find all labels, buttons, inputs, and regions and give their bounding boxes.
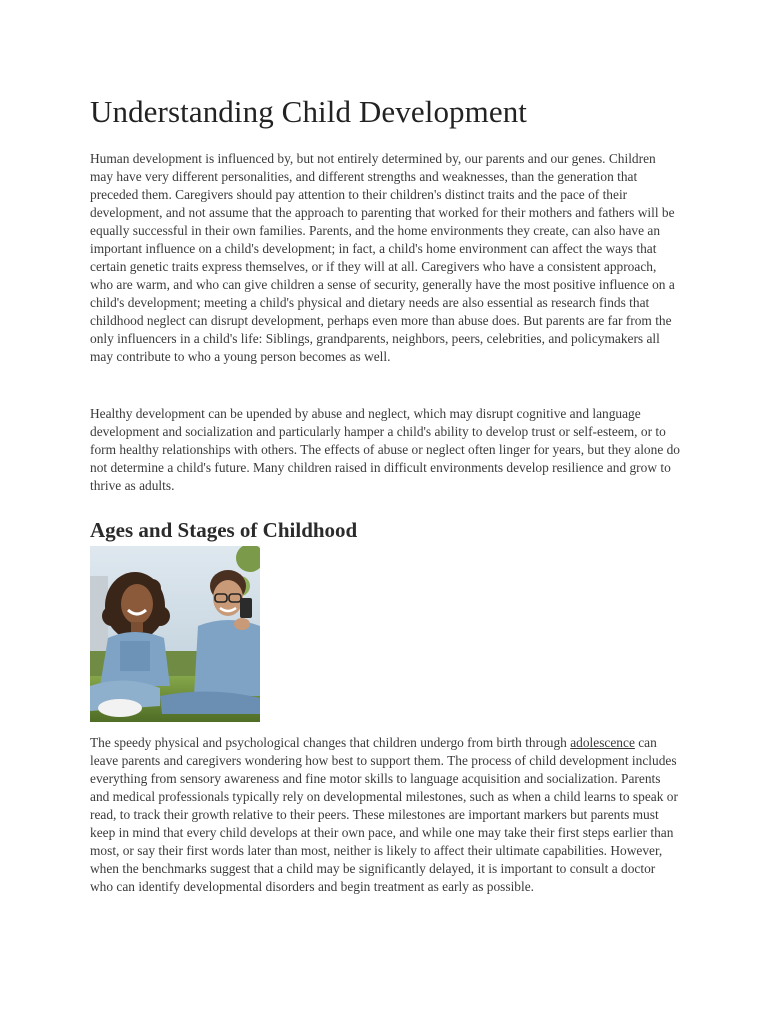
adolescence-link[interactable]: adolescence [570, 735, 635, 750]
section-heading: Ages and Stages of Childhood [90, 518, 358, 542]
intro-paragraph: Human development is influenced by, but not entirely determined by, our parents and our genes. Children may have very different personalities, and different strengths and weaknesses, than the generation that preceded them. Caregivers should pay attention to their children's distinct traits and the pace of their development, and not assume that the approach to parenting that worked for their mothers and fathers will be equally successful in their own families. Parents, and the home environments they create, can also have an important influence on a child's development; in fact, a child's home environment can affect the ways that certain genetic traits express themselves, or if they will at all. Caregivers who have a consistent approach, who are warm, and who can give children a sense of security, generally have the most positive influence on a child's development; meeting a child's physical and dietary needs are also essential as research finds that childhood neglect can disrupt development, perhaps even more than abuse does. But parents are far from the only influencers in a child's life: Siblings, grandparents, neighbors, peers, celebrities, and policymakers all may contribute to who a young person becomes as well. [90, 151, 675, 364]
stages-paragraph-end: can leave parents and caregivers wondering how best to support them. The process of child development includes everything from sensory awareness and fine motor skills to language acquisition and socialization. Parents and medical professionals typically rely on developmental milestones, such as when a child learns to speak or read, to track their growth relative to their peers. These milestones are important markers but parents must keep in mind that every child develops at their own pace, and while one may take their first steps earlier than most, or say their first words later than most, neither is likely to affect their ultimate capabilities. However, when the benchmarks suggest that a child may be significantly delayed, it is important to consult a doctor who can identify developmental disorders and begin treatment as early as possible. [90, 735, 678, 894]
page-title: Understanding Child Development [90, 94, 528, 129]
children-photo-illustration [90, 546, 260, 722]
stages-paragraph-start: The speedy physical and psychological changes that children undergo from birth through [90, 735, 571, 750]
abuse-neglect-paragraph: Healthy development can be upended by abuse and neglect, which may disrupt cognitive and language development and socialization and particularly hamper a child's ability to develop trust or self-esteem, or to form healthy relationships with others. The effects of abuse or neglect often linger for years, but they alone do not determine a child's future. Many children raised in difficult environments develop resilience and grow to thrive as adults. [90, 406, 680, 493]
stages-paragraph [90, 734, 680, 896]
children-photo [90, 546, 260, 722]
